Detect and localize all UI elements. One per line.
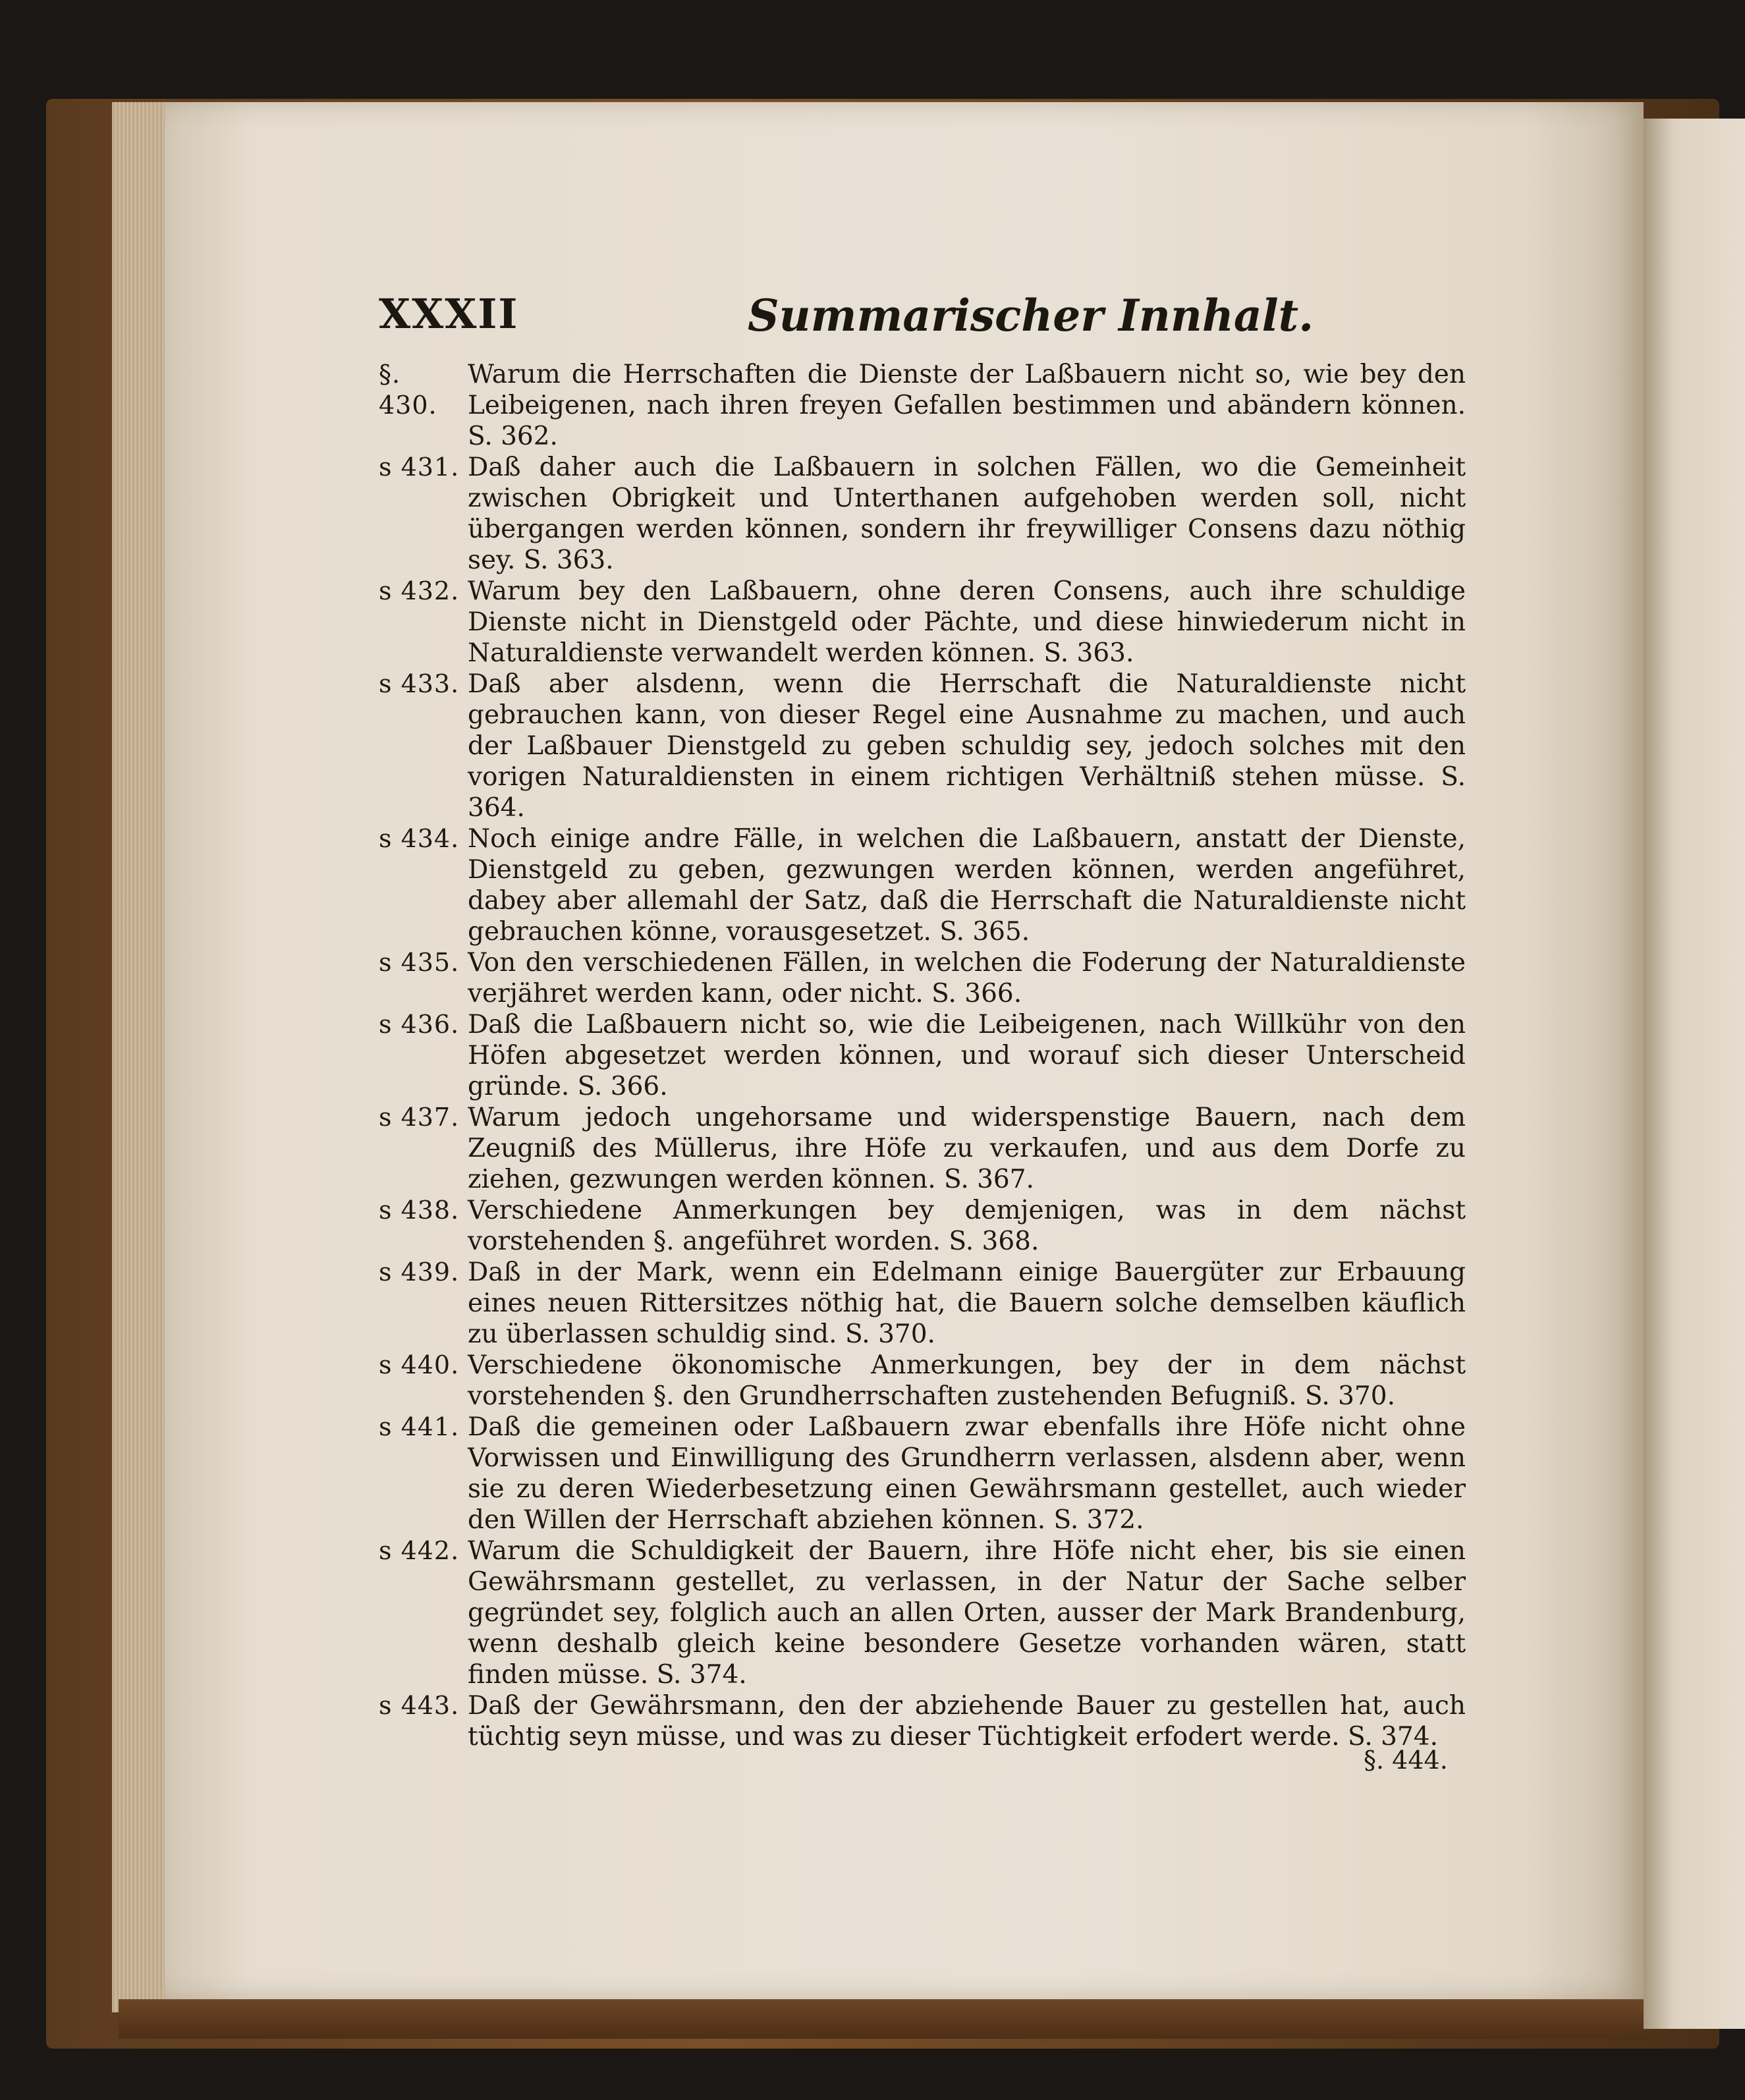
section-summary: Daß aber alsdenn, wenn die Herrschaft die Naturaldienste nicht gebrauchen kann, von dieser Regel eine Ausnahme zu machen, und auch der Laßbauer Dienstgeld zu geben schuldig sey, jedoch solches mit den vorigen Naturaldiensten in einem richtigen Verhältniß stehen müsse. S. 364. [468, 669, 1466, 823]
section-number: s 438. [379, 1196, 460, 1225]
section-number: s 436. [379, 1010, 460, 1039]
table-of-contents [379, 359, 1466, 1752]
section-number: s 440. [379, 1350, 460, 1379]
section-number: s 432. [379, 576, 460, 605]
section-summary: Verschiedene Anmerkungen bey demjenigen, was in dem nächst vorstehenden §. angeführet worden. S. 368. [468, 1196, 1466, 1256]
page-number: XXXII [379, 290, 519, 338]
section-summary: Daß daher auch die Laßbauern in solchen Fällen, wo die Gemeinheit zwischen Obrigkeit und Unterthanen aufgehoben werden soll, nicht übergangen werden können, sondern ihr freywilliger Consens dazu nöthig sey. S. 363. [468, 453, 1466, 575]
bottom-board [119, 1999, 1653, 2039]
list-item [379, 576, 1466, 669]
page-header [379, 290, 1459, 349]
section-summary: Warum die Herrschaften die Dienste der Laßbauern nicht so, wie bey den Leibeigenen, nach ihren freyen Gefallen bestimmen und abändern können. S. 362. [468, 360, 1466, 451]
section-summary: Daß in der Mark, wenn ein Edelmann einige Bauergüter zur Erbauung eines neuen Rittersitzes nöthig hat, die Bauern solche demselben käuflich zu überlassen schuldig sind. S. 370. [468, 1257, 1466, 1349]
section-summary: Warum die Schuldigkeit der Bauern, ihre Höfe nicht eher, bis sie einen Gewährsmann gestellet, zu verlassen, in der Natur der Sache selber gegründet sey, folglich auch an allen Orten, ausser der Mark Brandenburg, wenn deshalb gleich keine besondere Gesetze vorhanden wären, statt finden müsse. S. 374. [468, 1536, 1466, 1690]
section-summary: Warum bey den Laßbauern, ohne deren Consens, auch ihre schuldige Dienste nicht in Dienstgeld oder Pächte, und diese hinwiederum nicht in Naturaldienste verwandelt werden können. S. 363. [468, 576, 1466, 668]
list-item [379, 1102, 1466, 1195]
section-number: s 439. [379, 1257, 460, 1286]
section-number: s 442. [379, 1536, 460, 1565]
section-summary: Noch einige andre Fälle, in welchen die Laßbauern, anstatt der Dienste, Dienstgeld zu geben, gezwungen werden können, werden angeführet, dabey aber allemahl der Satz, daß die Herrschaft die Naturaldienste nicht gebrauchen könne, vorausgesetzet. S. 365. [468, 824, 1466, 947]
section-number: s 431. [379, 453, 460, 482]
list-item [379, 452, 1466, 576]
section-number: s 441. [379, 1412, 460, 1441]
section-summary: Daß der Gewährsmann, den der abziehende Bauer zu gestellen hat, auch tüchtig seyn müsse, und was zu dieser Tüchtigkeit erfodert werde. S. 374. [468, 1691, 1466, 1752]
section-number: s 434. [379, 824, 460, 853]
list-item [379, 1350, 1466, 1412]
list-item [379, 359, 1466, 452]
list-item [379, 1009, 1466, 1102]
section-number: s 433. [379, 669, 460, 698]
section-number: s 435. [379, 948, 460, 977]
catchword: §. 444. [1364, 1746, 1448, 1775]
list-item [379, 1690, 1466, 1752]
section-summary: Warum jedoch ungehorsame und widerspenstige Bauern, nach dem Zeugniß des Müllerus, ihre Höfe zu verkaufen, und aus dem Dorfe zu ziehen, gezwungen werden können. S. 367. [468, 1103, 1466, 1194]
facing-page-edge [1644, 119, 1745, 2029]
list-item [379, 947, 1466, 1009]
list-item [379, 823, 1466, 947]
section-summary: Daß die gemeinen oder Laßbauern zwar ebenfalls ihre Höfe nicht ohne Vorwissen und Einwilligung des Grundherrn verlassen, alsdenn aber, wenn sie zu deren Wiederbesetzung einen Gewährsmann gestellet, auch wieder den Willen der Herrschaft abziehen können. S. 372. [468, 1412, 1466, 1535]
list-item [379, 1412, 1466, 1535]
section-number: s 443. [379, 1691, 460, 1720]
section-number: s 437. [379, 1103, 460, 1132]
list-item [379, 1257, 1466, 1350]
running-title: Summarischer Innhalt. [748, 290, 1314, 341]
section-summary: Verschiedene ökonomische Anmerkungen, bey der in dem nächst vorstehenden §. den Grundherrschaften zustehenden Befugniß. S. 370. [468, 1350, 1466, 1411]
list-item [379, 669, 1466, 823]
section-number: §. 430. [379, 360, 437, 420]
section-summary: Daß die Laßbauern nicht so, wie die Leibeigenen, nach Willkühr von den Höfen abgesetzet werden können, und worauf sich dieser Unterscheid gründe. S. 366. [468, 1010, 1466, 1101]
list-item [379, 1195, 1466, 1257]
list-item [379, 1535, 1466, 1690]
section-summary: Von den verschiedenen Fällen, in welchen die Foderung der Naturaldienste verjähret werden kann, oder nicht. S. 366. [468, 948, 1466, 1009]
